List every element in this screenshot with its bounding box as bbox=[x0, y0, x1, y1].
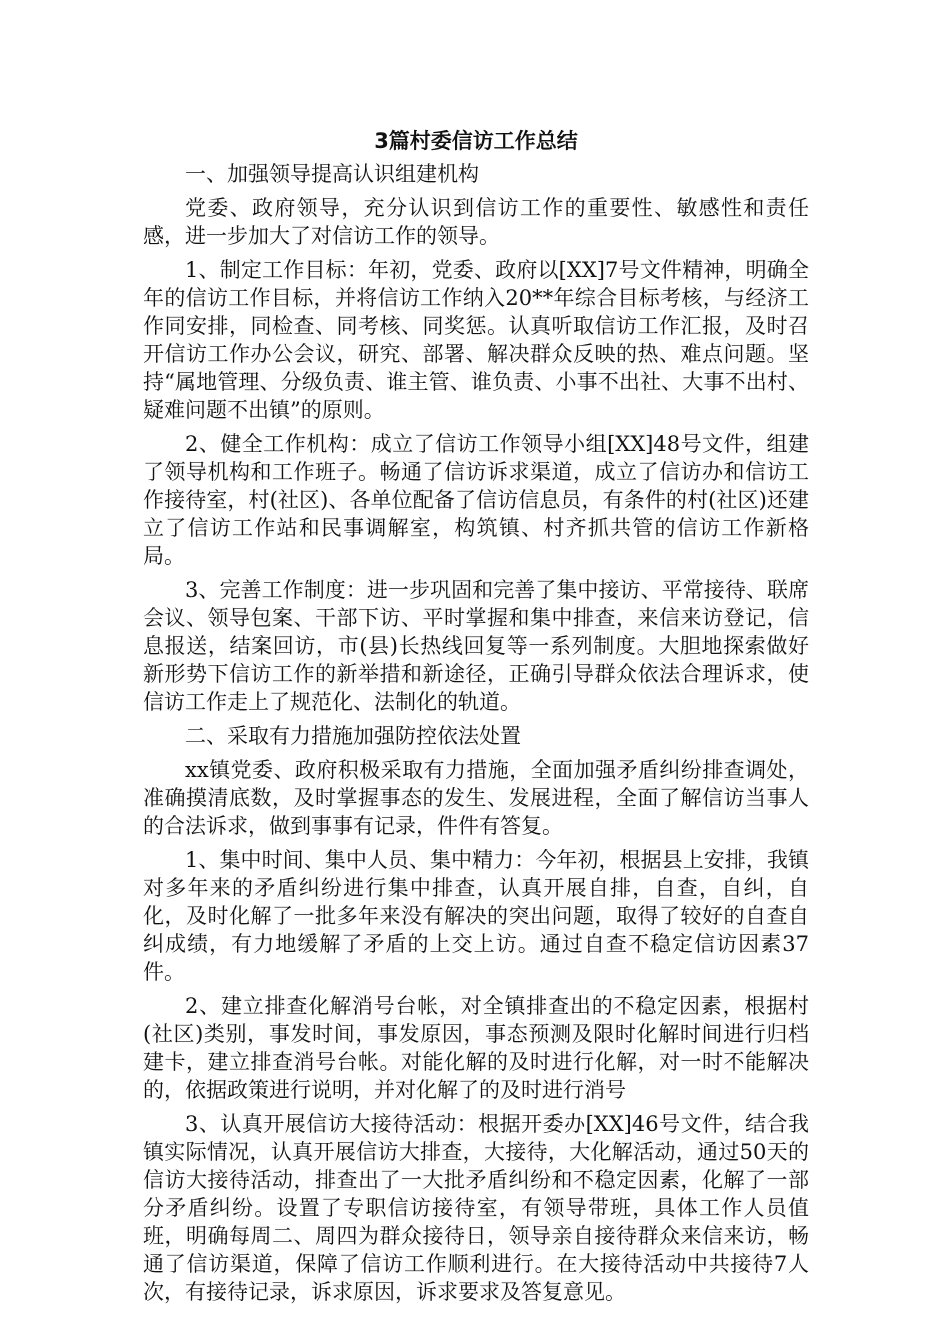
paragraph-1-3: 3、完善工作制度：进一步巩固和完善了集中接访、平常接待、联席会议、领导包案、干部下访、平时掌握和集中排查，来信来访登记，信息报送，结案回访，市(县)长热线回复等一系列制度。大胆地探索做好新形势下信访工作的新举措和新途径，正确引导群众依法合理诉求，使信访工作走上了规范化、法制化的轨道。 bbox=[143, 578, 809, 714]
document-page bbox=[143, 126, 809, 1312]
paragraph-intro-2: xx镇党委、政府积极采取有力措施，全面加强矛盾纠纷排查调处，准确摸清底数，及时掌握事态的发生、发展进程，全面了解信访当事人的合法诉求，做到事事有记录，件件有答复。 bbox=[143, 758, 809, 838]
section-heading-2: 二、采取有力措施加强防控依法处置 bbox=[185, 724, 521, 748]
paragraph-2-3: 3、认真开展信访大接待活动：根据开委办[XX]46号文件，结合我镇实际情况，认真开展信访大排查，大接待，大化解活动，通过50天的信访大接待活动，排查出了一大批矛盾纠纷和不稳定因素，化解了一部分矛盾纠纷。设置了专职信访接待室，有领导带班，具体工作人员值班，明确每周二、周四为群众接待日，领导亲自接待群众来信来访，畅通了信访渠道，保障了信访工作顺利进行。在大接待活动中共接待7人次，有接待记录，诉求原因，诉求要求及答复意见。 bbox=[143, 1112, 809, 1304]
section-heading-1: 一、加强领导提高认识组建机构 bbox=[185, 162, 479, 186]
paragraph-intro-1: 党委、政府领导，充分认识到信访工作的重要性、敏感性和责任感，进一步加大了对信访工作的领导。 bbox=[143, 196, 809, 248]
document-title: 3篇村委信访工作总结 bbox=[374, 129, 578, 153]
paragraph-1-2: 2、健全工作机构：成立了信访工作领导小组[XX]48号文件，组建了领导机构和工作班子。畅通了信访诉求渠道，成立了信访办和信访工作接待室，村(社区)、各单位配备了信访信息员，有条件的村(社区)还建立了信访工作站和民事调解室，构筑镇、村齐抓共管的信访工作新格局。 bbox=[143, 432, 809, 568]
paragraph-2-1: 1、集中时间、集中人员、集中精力：今年初，根据县上安排，我镇对多年来的矛盾纠纷进行集中排查，认真开展自排，自查，自纠，自化，及时化解了一批多年来没有解决的突出问题，取得了较好的自查自纠成绩，有力地缓解了矛盾的上交上访。通过自查不稳定信访因素37件。 bbox=[143, 848, 809, 984]
paragraph-2-2: 2、建立排查化解消号台帐，对全镇排查出的不稳定因素，根据村(社区)类别，事发时间，事发原因，事态预测及限时化解时间进行归档建卡，建立排查消号台帐。对能化解的及时进行化解，对一时不能解决的，依据政策进行说明，并对化解了的及时进行消号 bbox=[143, 994, 809, 1102]
paragraph-1-1: 1、制定工作目标：年初，党委、政府以[XX]7号文件精神，明确全年的信访工作目标，并将信访工作纳入20**年综合目标考核，与经济工作同安排，同检查、同考核、同奖惩。认真听取信访工作汇报，及时召开信访工作办公会议，研究、部署、解决群众反映的热、难点问题。坚持“属地管理、分级负责、谁主管、谁负责、小事不出社、大事不出村、疑难问题不出镇”的原则。 bbox=[143, 258, 809, 422]
